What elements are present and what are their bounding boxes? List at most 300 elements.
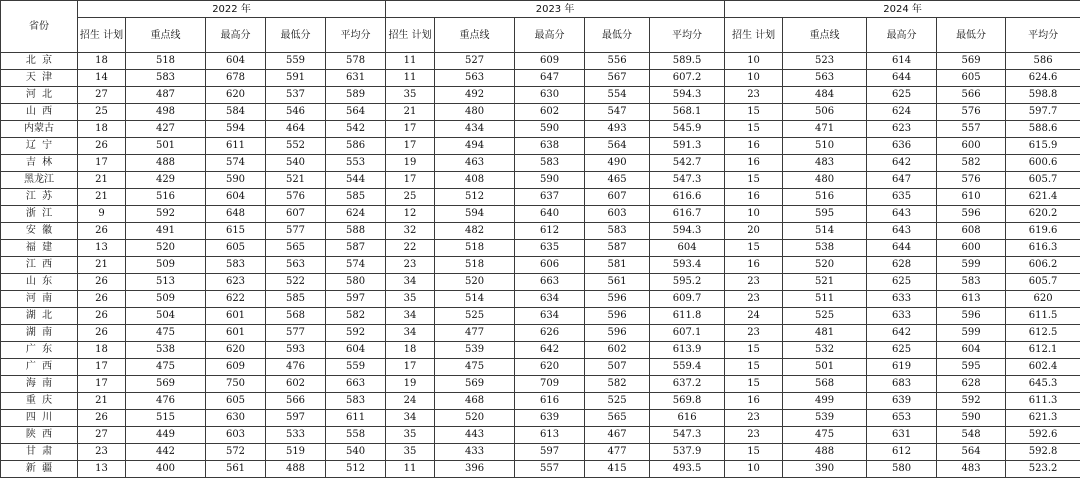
cell-min-score: 591 [266,70,326,87]
cell-max-score: 643 [867,206,937,223]
table-body [1,53,1080,478]
cell-max-score: 597 [515,444,585,461]
cell-max-score: 605 [206,393,266,410]
cell-avg-score: 616.6 [650,189,725,206]
cell-avg-score: 588 [326,223,386,240]
cell-key-line: 482 [435,223,515,240]
cell-key-line: 463 [435,155,515,172]
cell-min-score: 576 [937,172,1006,189]
cell-key-line: 396 [435,461,515,478]
province-cell: 福 建 [1,240,78,257]
cell-max-score: 583 [206,257,266,274]
cell-key-line: 443 [435,427,515,444]
cell-min-score: 613 [937,291,1006,308]
cell-avg-score: 569.8 [650,393,725,410]
province-cell: 重 庆 [1,393,78,410]
cell-plan: 23 [725,325,783,342]
cell-avg-score: 631 [326,70,386,87]
cell-avg-score: 583 [326,393,386,410]
cell-max-score: 631 [867,427,937,444]
cell-avg-score: 607.2 [650,70,725,87]
cell-avg-score: 611.8 [650,308,725,325]
cell-plan: 21 [78,189,126,206]
cell-plan: 23 [725,427,783,444]
province-cell: 江 西 [1,257,78,274]
cell-avg-score: 589 [326,87,386,104]
cell-key-line: 429 [126,172,206,189]
cell-plan: 23 [725,291,783,308]
cell-key-line: 516 [783,189,867,206]
table-row [1,376,1080,393]
province-cell: 湖 南 [1,325,78,342]
cell-avg-score: 602.4 [1006,359,1080,376]
province-cell: 山 东 [1,274,78,291]
cell-min-score: 546 [266,104,326,121]
cell-key-line: 512 [435,189,515,206]
cell-plan: 26 [78,291,126,308]
cell-min-score: 600 [937,240,1006,257]
cell-min-score: 565 [585,410,650,427]
cell-min-score: 602 [266,376,326,393]
cell-avg-score: 559.4 [650,359,725,376]
cell-max-score: 638 [515,138,585,155]
cell-avg-score: 616.7 [650,206,725,223]
cell-min-score: 582 [937,155,1006,172]
cell-min-score: 554 [585,87,650,104]
column-header-plan-2024: 招生 计划 [725,18,783,53]
cell-key-line: 501 [126,138,206,155]
cell-avg-score: 586 [326,138,386,155]
column-header-avg-score-2023: 平均分 [650,18,725,53]
cell-max-score: 653 [867,410,937,427]
province-cell: 河 北 [1,87,78,104]
cell-avg-score: 586 [1006,53,1080,70]
cell-plan: 20 [725,223,783,240]
table-row [1,104,1080,121]
cell-plan: 34 [386,325,435,342]
cell-max-score: 572 [206,444,266,461]
cell-min-score: 547 [585,104,650,121]
province-cell: 吉 林 [1,155,78,172]
cell-min-score: 563 [266,257,326,274]
cell-avg-score: 597.7 [1006,104,1080,121]
cell-max-score: 643 [867,223,937,240]
cell-avg-score: 580 [326,274,386,291]
cell-plan: 24 [386,393,435,410]
cell-min-score: 483 [937,461,1006,478]
province-cell: 湖 北 [1,308,78,325]
table-row [1,444,1080,461]
table-row [1,121,1080,138]
table-row [1,155,1080,172]
cell-max-score: 561 [206,461,266,478]
cell-plan: 16 [725,189,783,206]
cell-key-line: 475 [126,359,206,376]
cell-max-score: 663 [515,274,585,291]
cell-max-score: 640 [515,206,585,223]
cell-key-line: 532 [783,342,867,359]
cell-avg-score: 612.5 [1006,325,1080,342]
province-cell: 河 南 [1,291,78,308]
cell-key-line: 513 [126,274,206,291]
cell-key-line: 514 [435,291,515,308]
cell-min-score: 603 [585,206,650,223]
cell-max-score: 619 [867,359,937,376]
cell-max-score: 647 [515,70,585,87]
cell-plan: 26 [78,223,126,240]
province-cell: 黑龙江 [1,172,78,189]
cell-plan: 11 [386,53,435,70]
cell-avg-score: 512 [326,461,386,478]
cell-plan: 11 [386,461,435,478]
cell-max-score: 604 [206,189,266,206]
cell-plan: 34 [386,308,435,325]
cell-key-line: 539 [435,342,515,359]
cell-max-score: 594 [206,121,266,138]
cell-max-score: 616 [515,393,585,410]
cell-key-line: 480 [783,172,867,189]
cell-avg-score: 578 [326,53,386,70]
cell-max-score: 620 [515,359,585,376]
column-header-key-line-2023: 重点线 [435,18,515,53]
table-row [1,325,1080,342]
cell-max-score: 678 [206,70,266,87]
cell-plan: 25 [386,189,435,206]
province-cell: 山 西 [1,104,78,121]
cell-key-line: 488 [126,155,206,172]
table-row [1,427,1080,444]
cell-avg-score: 574 [326,257,386,274]
cell-min-score: 605 [937,70,1006,87]
cell-key-line: 504 [126,308,206,325]
cell-avg-score: 600.6 [1006,155,1080,172]
cell-max-score: 635 [867,189,937,206]
cell-avg-score: 559 [326,359,386,376]
province-cell: 广 西 [1,359,78,376]
cell-key-line: 509 [126,257,206,274]
cell-max-score: 635 [515,240,585,257]
cell-plan: 21 [78,257,126,274]
cell-min-score: 607 [266,206,326,223]
cell-min-score: 567 [585,70,650,87]
province-cell: 浙 江 [1,206,78,223]
cell-plan: 11 [386,70,435,87]
cell-plan: 15 [725,172,783,189]
cell-min-score: 596 [937,206,1006,223]
province-cell: 陕 西 [1,427,78,444]
cell-plan: 9 [78,206,126,223]
table-row [1,342,1080,359]
cell-avg-score: 637.2 [650,376,725,393]
cell-min-score: 521 [266,172,326,189]
column-header-max-score-2022: 最高分 [206,18,266,53]
cell-min-score: 608 [937,223,1006,240]
cell-avg-score: 605.7 [1006,274,1080,291]
cell-max-score: 647 [867,172,937,189]
cell-plan: 10 [725,53,783,70]
cell-max-score: 642 [515,342,585,359]
cell-key-line: 481 [783,325,867,342]
year-header-2022: 2022 年 [78,1,386,18]
table-row [1,53,1080,70]
cell-avg-score: 544 [326,172,386,189]
table-row [1,240,1080,257]
cell-max-score: 623 [206,274,266,291]
cell-avg-score: 609.7 [650,291,725,308]
cell-max-score: 609 [206,359,266,376]
cell-avg-score: 611.3 [1006,393,1080,410]
cell-min-score: 465 [585,172,650,189]
cell-avg-score: 597 [326,291,386,308]
cell-min-score: 597 [266,410,326,427]
cell-plan: 23 [725,274,783,291]
cell-avg-score: 594.3 [650,223,725,240]
column-header-avg-score-2022: 平均分 [326,18,386,53]
cell-min-score: 548 [937,427,1006,444]
province-cell: 天 津 [1,70,78,87]
cell-min-score: 476 [266,359,326,376]
cell-max-score: 630 [515,87,585,104]
cell-key-line: 518 [435,257,515,274]
province-header: 省份 [1,1,78,53]
cell-key-line: 390 [783,461,867,478]
cell-key-line: 525 [783,308,867,325]
cell-avg-score: 663 [326,376,386,393]
cell-key-line: 491 [126,223,206,240]
cell-plan: 15 [725,342,783,359]
cell-key-line: 468 [435,393,515,410]
cell-max-score: 642 [867,325,937,342]
cell-key-line: 520 [435,410,515,427]
province-cell: 辽 宁 [1,138,78,155]
cell-key-line: 477 [435,325,515,342]
cell-plan: 19 [386,155,435,172]
cell-avg-score: 547.3 [650,172,725,189]
cell-key-line: 520 [126,240,206,257]
cell-min-score: 577 [266,223,326,240]
cell-plan: 27 [78,427,126,444]
cell-avg-score: 606.2 [1006,257,1080,274]
cell-plan: 16 [725,138,783,155]
cell-avg-score: 582 [326,308,386,325]
province-cell: 安 徽 [1,223,78,240]
cell-plan: 10 [725,461,783,478]
cell-min-score: 576 [266,189,326,206]
cell-max-score: 625 [867,87,937,104]
cell-avg-score: 616 [650,410,725,427]
cell-min-score: 596 [937,308,1006,325]
cell-plan: 34 [386,274,435,291]
cell-plan: 25 [78,104,126,121]
cell-plan: 15 [725,240,783,257]
cell-plan: 10 [725,70,783,87]
cell-key-line: 568 [783,376,867,393]
cell-min-score: 415 [585,461,650,478]
cell-key-line: 563 [783,70,867,87]
cell-avg-score: 591.3 [650,138,725,155]
cell-avg-score: 613.9 [650,342,725,359]
cell-avg-score: 645.3 [1006,376,1080,393]
cell-min-score: 566 [266,393,326,410]
cell-plan: 16 [725,393,783,410]
column-header-avg-score-2024: 平均分 [1006,18,1080,53]
cell-min-score: 595 [937,359,1006,376]
column-header-key-line-2022: 重点线 [126,18,206,53]
cell-avg-score: 620.2 [1006,206,1080,223]
cell-plan: 15 [725,376,783,393]
cell-key-line: 523 [783,53,867,70]
cell-max-score: 612 [867,444,937,461]
cell-key-line: 527 [435,53,515,70]
cell-avg-score: 616.3 [1006,240,1080,257]
table-row [1,257,1080,274]
cell-avg-score: 593.4 [650,257,725,274]
cell-plan: 26 [78,138,126,155]
cell-avg-score: 621.3 [1006,410,1080,427]
cell-plan: 32 [386,223,435,240]
table-row [1,291,1080,308]
column-header-max-score-2024: 最高分 [867,18,937,53]
column-header-plan-2022: 招生 计划 [78,18,126,53]
cell-plan: 17 [386,172,435,189]
cell-min-score: 519 [266,444,326,461]
cell-min-score: 537 [266,87,326,104]
cell-plan: 27 [78,87,126,104]
cell-avg-score: 611.5 [1006,308,1080,325]
cell-avg-score: 595.2 [650,274,725,291]
cell-plan: 23 [78,444,126,461]
cell-min-score: 593 [266,342,326,359]
column-header-plan-2023: 招生 计划 [386,18,435,53]
province-cell: 四 川 [1,410,78,427]
cell-min-score: 582 [585,376,650,393]
cell-plan: 18 [78,342,126,359]
cell-max-score: 639 [867,393,937,410]
year-header-2024: 2024 年 [725,1,1080,18]
column-header-key-line-2024: 重点线 [783,18,867,53]
cell-avg-score: 592.6 [1006,427,1080,444]
cell-avg-score: 493.5 [650,461,725,478]
cell-max-score: 580 [867,461,937,478]
cell-avg-score: 542.7 [650,155,725,172]
cell-max-score: 626 [515,325,585,342]
cell-key-line: 569 [435,376,515,393]
cell-avg-score: 540 [326,444,386,461]
table-row [1,274,1080,291]
cell-max-score: 634 [515,291,585,308]
cell-key-line: 442 [126,444,206,461]
cell-min-score: 565 [266,240,326,257]
cell-plan: 35 [386,291,435,308]
cell-max-score: 620 [206,342,266,359]
cell-plan: 26 [78,325,126,342]
cell-avg-score: 621.4 [1006,189,1080,206]
cell-avg-score: 553 [326,155,386,172]
cell-min-score: 581 [585,257,650,274]
cell-key-line: 475 [126,325,206,342]
cell-avg-score: 523.2 [1006,461,1080,478]
cell-key-line: 594 [435,206,515,223]
cell-plan: 14 [78,70,126,87]
cell-max-score: 644 [867,70,937,87]
cell-min-score: 552 [266,138,326,155]
table-row [1,223,1080,240]
cell-avg-score: 607.1 [650,325,725,342]
cell-plan: 17 [78,376,126,393]
cell-plan: 17 [386,138,435,155]
column-header-max-score-2023: 最高分 [515,18,585,53]
column-header-min-score-2023: 最低分 [585,18,650,53]
cell-key-line: 592 [126,206,206,223]
cell-max-score: 625 [867,342,937,359]
cell-plan: 23 [725,87,783,104]
cell-min-score: 522 [266,274,326,291]
cell-max-score: 683 [867,376,937,393]
cell-max-score: 612 [515,223,585,240]
cell-max-score: 750 [206,376,266,393]
cell-key-line: 483 [783,155,867,172]
cell-key-line: 408 [435,172,515,189]
table-row [1,138,1080,155]
cell-key-line: 563 [435,70,515,87]
cell-min-score: 490 [585,155,650,172]
cell-plan: 16 [725,257,783,274]
cell-avg-score: 547.3 [650,427,725,444]
cell-key-line: 521 [783,274,867,291]
cell-plan: 18 [386,342,435,359]
cell-avg-score: 568.1 [650,104,725,121]
cell-min-score: 607 [585,189,650,206]
table-row [1,410,1080,427]
cell-avg-score: 624.6 [1006,70,1080,87]
cell-key-line: 475 [783,427,867,444]
cell-plan: 21 [78,172,126,189]
cell-plan: 19 [386,376,435,393]
cell-plan: 35 [386,444,435,461]
cell-min-score: 477 [585,444,650,461]
cell-plan: 17 [386,121,435,138]
cell-key-line: 433 [435,444,515,461]
table-row [1,189,1080,206]
cell-plan: 12 [386,206,435,223]
cell-max-score: 609 [515,53,585,70]
table-row [1,393,1080,410]
cell-max-score: 584 [206,104,266,121]
cell-key-line: 400 [126,461,206,478]
province-cell: 江 苏 [1,189,78,206]
cell-min-score: 467 [585,427,650,444]
cell-avg-score: 564 [326,104,386,121]
cell-max-score: 623 [867,121,937,138]
cell-key-line: 494 [435,138,515,155]
cell-avg-score: 604 [650,240,725,257]
cell-avg-score: 587 [326,240,386,257]
cell-min-score: 628 [937,376,1006,393]
cell-plan: 23 [725,410,783,427]
cell-min-score: 569 [937,53,1006,70]
cell-key-line: 518 [435,240,515,257]
cell-plan: 15 [725,444,783,461]
cell-avg-score: 585 [326,189,386,206]
cell-plan: 24 [725,308,783,325]
cell-key-line: 510 [783,138,867,155]
cell-key-line: 476 [126,393,206,410]
cell-min-score: 464 [266,121,326,138]
cell-min-score: 596 [585,325,650,342]
cell-avg-score: 604 [326,342,386,359]
cell-max-score: 605 [206,240,266,257]
cell-plan: 16 [725,155,783,172]
